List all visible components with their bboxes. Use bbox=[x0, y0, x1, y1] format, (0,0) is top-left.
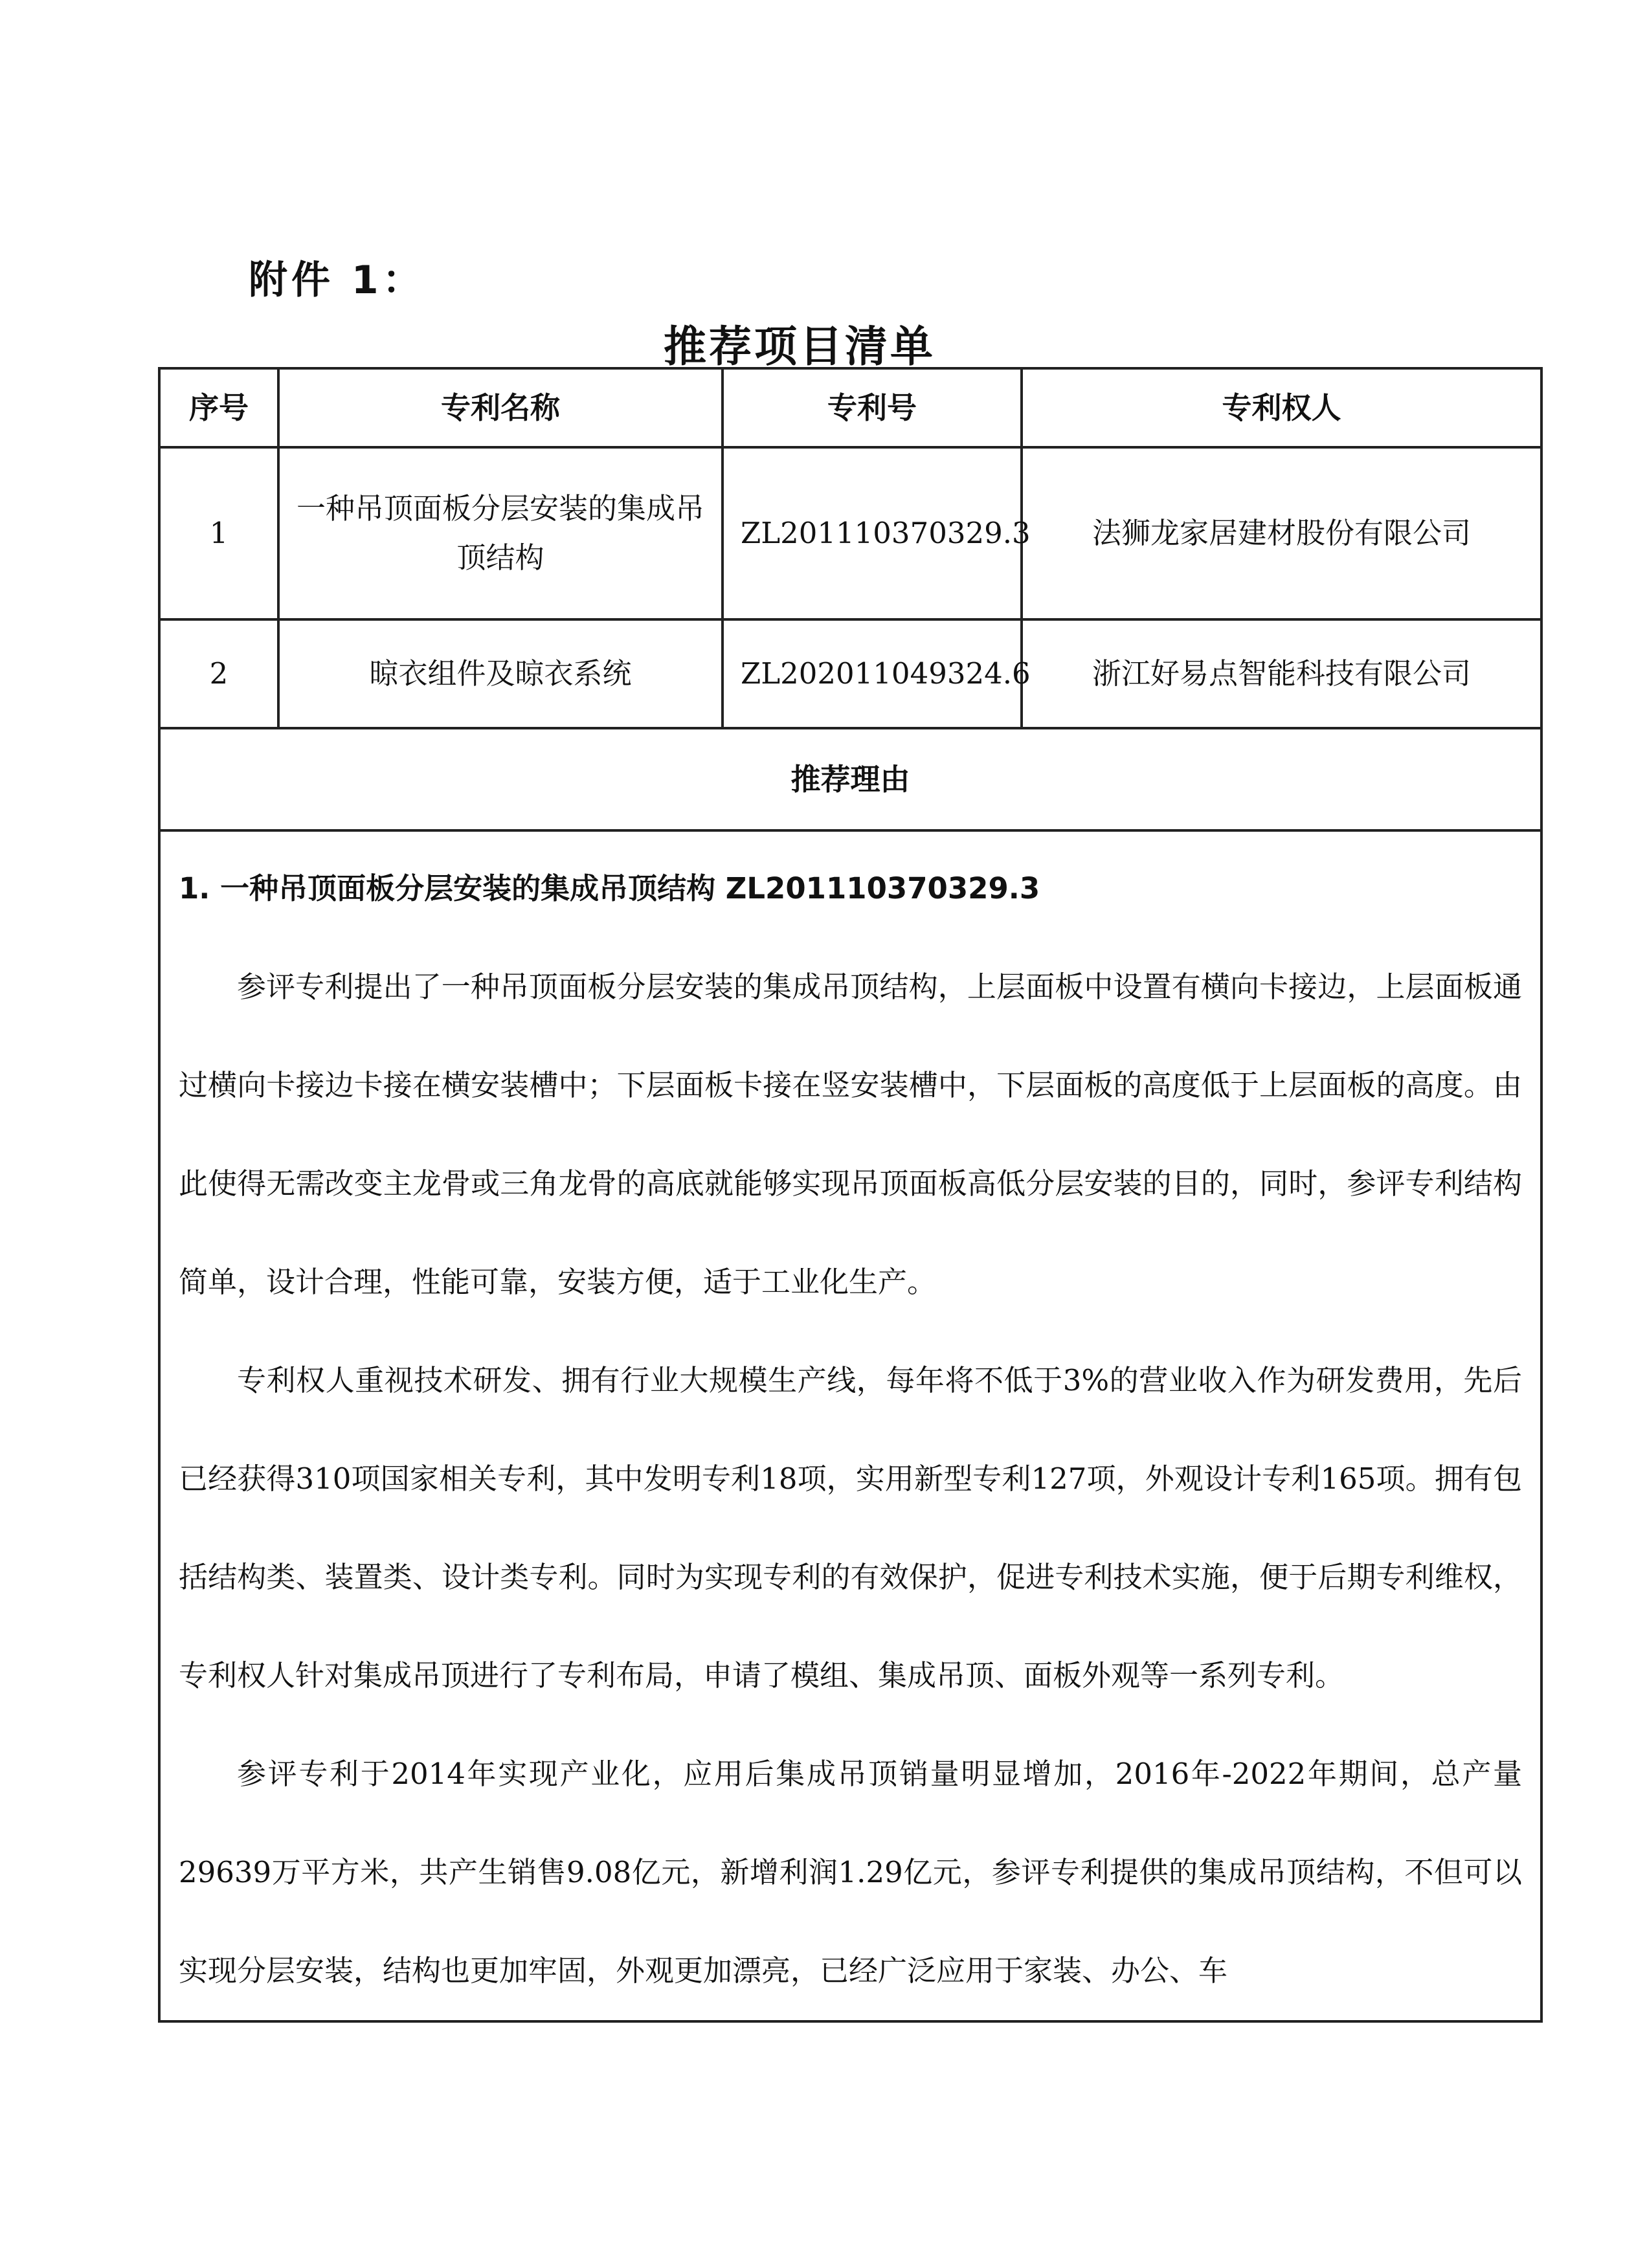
cell-patent-owner: 浙江好易点智能科技有限公司 bbox=[1022, 619, 1541, 728]
attachment-label: 附件 1： bbox=[249, 258, 425, 303]
cell-patent-name: 一种吊顶面板分层安装的集成吊顶结构 bbox=[278, 447, 723, 619]
cell-patent-number: ZL201110370329.3 bbox=[723, 447, 1022, 619]
cell-index: 2 bbox=[159, 619, 278, 728]
table-row bbox=[159, 619, 1541, 728]
reason-heading-row bbox=[159, 728, 1541, 830]
header-index: 序号 bbox=[159, 368, 278, 447]
reason-heading: 推荐理由 bbox=[159, 728, 1541, 830]
reason-paragraph: 参评专利于2014年实现产业化，应用后集成吊顶销量明显增加，2016年-2022年期间，总产量29639万平方米，共产生销售9.08亿元，新增利润1.29亿元，参评专利提供的集成吊顶结构，不但可以实现分层安装，结构也更加牢固，外观更加漂亮，已经广泛应用于家装、办公、车 bbox=[179, 1757, 1522, 1988]
reason-body bbox=[159, 830, 1541, 2021]
reason-paragraph: 参评专利提出了一种吊顶面板分层安装的集成吊顶结构，上层面板中设置有横向卡接边，上层面板通过横向卡接边卡接在横安装槽中；下层面板卡接在竖安装槽中，下层面板的高度低于上层面板的高度。由此使得无需改变主龙骨或三角龙骨的高底就能够实现吊顶面板高低分层安装的目的，同时，参评专利结构简单，设计合理，性能可靠，安装方便，适于工业化生产。 bbox=[179, 970, 1522, 1299]
cell-index: 1 bbox=[159, 447, 278, 619]
reason-paragraph: 专利权人重视技术研发、拥有行业大规模生产线，每年将不低于3%的营业收入作为研发费用，先后已经获得310项国家相关专利，其中发明专利18项，实用新型专利127项，外观设计专利165项。拥有包括结构类、装置类、设计类专利。同时为实现专利的有效保护，促进专利技术实施，便于后期专利维权，专利权人针对集成吊顶进行了专利布局，申请了模组、集成吊顶、面板外观等一系列专利。 bbox=[179, 1363, 1522, 1693]
header-patent-name: 专利名称 bbox=[278, 368, 723, 447]
table-header-row bbox=[159, 368, 1541, 447]
header-patent-number: 专利号 bbox=[723, 368, 1022, 447]
header-patent-owner: 专利权人 bbox=[1022, 368, 1541, 447]
reason-item-title: 1. 一种吊顶面板分层安装的集成吊顶结构 ZL201110370329.3 bbox=[179, 871, 1040, 906]
reason-body-row bbox=[159, 830, 1541, 2021]
cell-patent-name: 晾衣组件及晾衣系统 bbox=[278, 619, 723, 728]
cell-patent-owner: 法狮龙家居建材股份有限公司 bbox=[1022, 447, 1541, 619]
recommendation-table bbox=[158, 367, 1543, 2023]
cell-patent-number: ZL202011049324.6 bbox=[723, 619, 1022, 728]
table-row bbox=[159, 447, 1541, 619]
page-title: 推荐项目清单 bbox=[664, 322, 936, 372]
